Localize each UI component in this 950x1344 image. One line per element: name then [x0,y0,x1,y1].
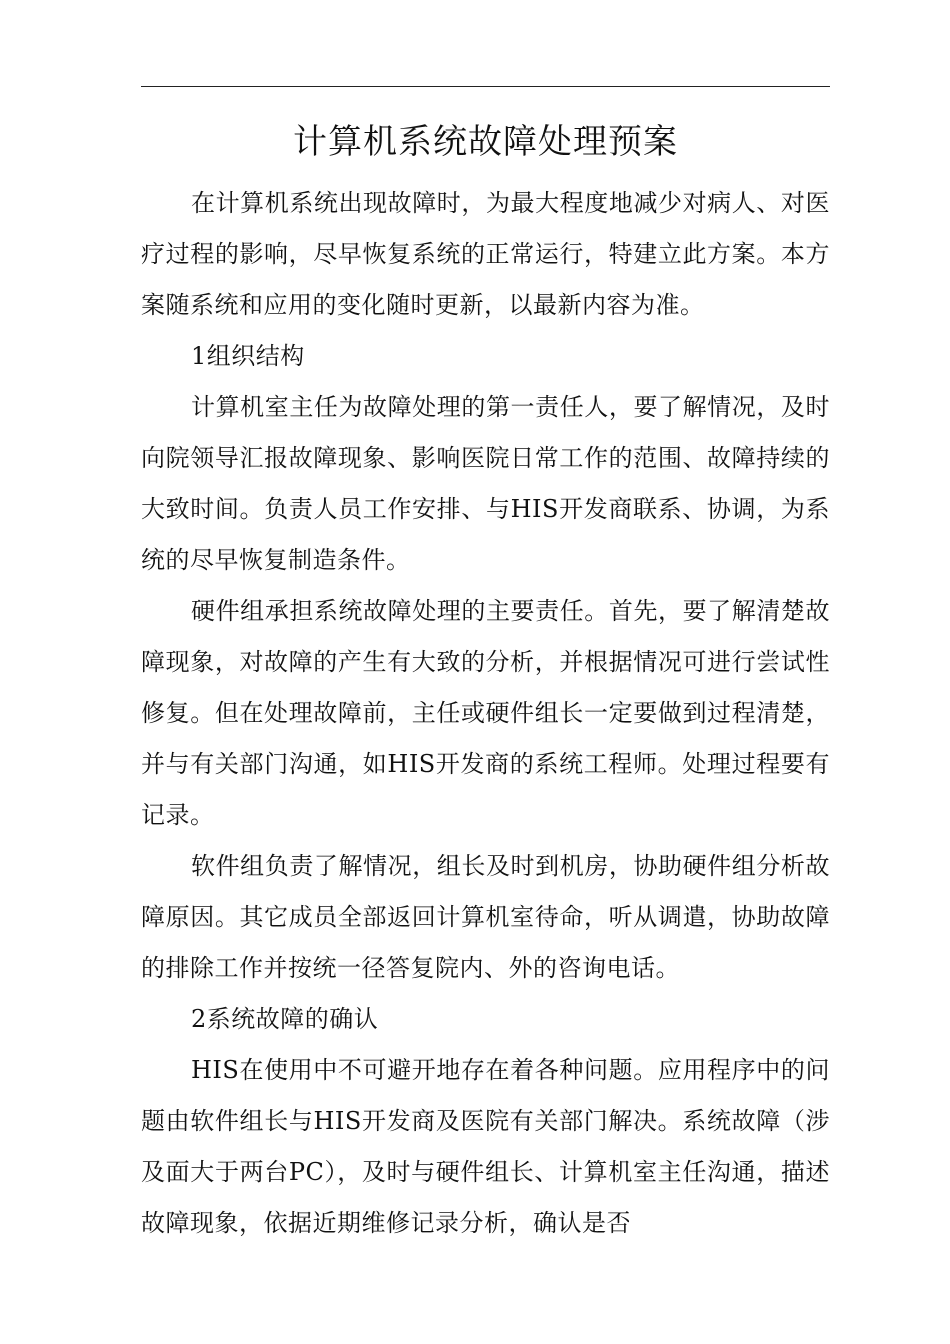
document-body [141,178,830,1249]
paragraph-hardware-team: 硬件组承担系统故障处理的主要责任。首先，要了解清楚故障现象，对故障的产生有大致的分析，并根据情况可进行尝试性修复。但在处理故障前，主任或硬件组长一定要做到过程清楚，并与有关部门沟通，如HIS开发商的系统工程师。处理过程要有记录。 [141,597,830,829]
section-heading-fault-confirmation: 2系统故障的确认 [191,1005,379,1033]
paragraph-software-team: 软件组负责了解情况，组长及时到机房，协助硬件组分析故障原因。其它成员全部返回计算机室待命，听从调遣，协助故障的排除工作并按统一径答复院内、外的咨询电话。 [141,852,830,982]
section-heading-organization: 1组织结构 [191,342,305,370]
intro-paragraph: 在计算机系统出现故障时，为最大程度地减少对病人、对医疗过程的影响，尽早恢复系统的正常运行，特建立此方案。本方案随系统和应用的变化随时更新，以最新内容为准。 [141,189,830,319]
paragraph-director-duties: 计算机室主任为故障处理的第一责任人，要了解情况，及时向院领导汇报故障现象、影响医院日常工作的范围、故障持续的大致时间。负责人员工作安排、与HIS开发商联系、协调，为系统的尽早恢复制造条件。 [141,393,830,574]
header-rule [141,86,830,87]
document-title: 计算机系统故障处理预案 [293,122,678,162]
paragraph-fault-confirmation: HIS在使用中不可避开地存在着各种问题。应用程序中的问题由软件组长与HIS开发商及医院有关部门解决。系统故障（涉及面大于两台PC），及时与硬件组长、计算机室主任沟通，描述故障现象，依据近期维修记录分析，确认是否 [141,1056,830,1237]
